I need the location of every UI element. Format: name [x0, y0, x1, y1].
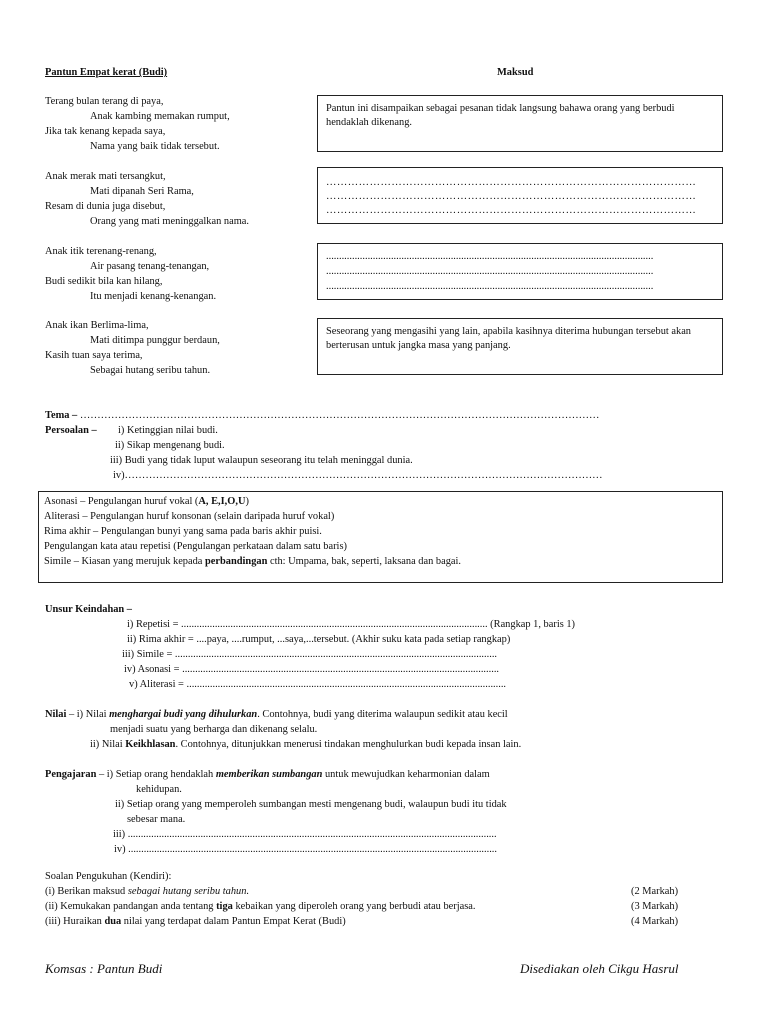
- persoalan-item: i) Ketinggian nilai budi.: [118, 425, 218, 436]
- pantun-line: Nama yang baik tidak tersebut.: [90, 141, 220, 152]
- answer-line[interactable]: ..............................................................................................................................: [326, 281, 654, 292]
- maksud-box-3[interactable]: [317, 243, 723, 300]
- answer-line[interactable]: ..............................................................................................................................: [326, 266, 654, 277]
- pantun-line: Budi sedikit bila kan hilang,: [45, 276, 163, 287]
- pengajaran-ii-cont: sebesar mana.: [127, 814, 186, 825]
- pantun-line: Kasih tuan saya terima,: [45, 350, 143, 361]
- pengajaran-i: Pengajaran – i) Setiap orang hendaklah memberikan sumbangan untuk mewujudkan keharmonian dalam: [45, 769, 490, 780]
- unsur-rima: ii) Rima akhir = ....paya, ....rumput, ...saya,...tersebut. (Akhir suku kata pada setiap rangkap): [127, 634, 511, 645]
- answer-line[interactable]: …………………………………………………………………………………………: [326, 177, 697, 188]
- persoalan-item: ii) Sikap mengenang budi.: [115, 440, 225, 451]
- soalan-q3-marks: (4 Markah): [631, 916, 679, 927]
- pantun-line: Anak ikan Berlima-lima,: [45, 320, 149, 331]
- pantun-line: Mati ditimpa punggur berdaun,: [90, 335, 220, 346]
- pantun-line: Anak kambing memakan rumput,: [90, 111, 230, 122]
- soalan-q3: (iii) Huraikan dua nilai yang terdapat dalam Pantun Empat Kerat (Budi): [45, 916, 346, 927]
- pengajaran-iv-answer[interactable]: iv) ..............................................................................................................................................: [114, 844, 498, 855]
- footer-right: Disediakan oleh Cikgu Hasrul: [520, 961, 679, 976]
- pantun-line: Terang bulan terang di paya,: [45, 96, 164, 107]
- unsur-aliterasi[interactable]: v) Aliterasi = ...........................................................................................................................: [129, 679, 507, 690]
- pantun-line: Mati dipanah Seri Rama,: [90, 186, 194, 197]
- answer-line[interactable]: ..............................................................................................................................: [326, 251, 654, 262]
- def-simile: Simile – Kiasan yang merujuk kepada perbandingan cth: Umpama, bak, seperti, laksana dan bagai.: [44, 556, 461, 567]
- unsur-asonasi[interactable]: iv) Asonasi = ..........................................................................................................................: [124, 664, 500, 675]
- pantun-line: Anak itik terenang-renang,: [45, 246, 157, 257]
- def-asonasi: Asonasi – Pengulangan huruf vokal (A, E,I,O,U): [44, 496, 249, 507]
- tema-row: [45, 409, 599, 423]
- answer-line[interactable]: …………………………………………………………………………………………: [326, 191, 697, 202]
- pantun-line: Air pasang tenang-tenangan,: [90, 261, 210, 272]
- maksud-text: Seseorang yang mengasihi yang lain, apabila kasihnya diterima hubungan tersebut akan berterusan untuk jangka masa yang panjang.: [326, 326, 692, 351]
- pantun-line: Itu menjadi kenang-kenangan.: [90, 291, 217, 302]
- def-aliterasi: Aliterasi – Pengulangan huruf konsonan (selain daripada huruf vokal): [44, 511, 335, 522]
- soalan-q2: (ii) Kemukakan pandangan anda tentang tiga kebaikan yang diperoleh orang yang berbudi atau berjasa.: [45, 901, 476, 912]
- maksud-heading: Maksud: [497, 67, 534, 78]
- answer-line[interactable]: …………………………………………………………………………………………: [326, 205, 697, 216]
- nilai-i-cont: menjadi suatu yang berharga dan dikenang selalu.: [110, 724, 318, 735]
- unsur-repetisi[interactable]: i) Repetisi = ...................................................................................................................... (Rangkap 1, baris 1): [127, 619, 576, 630]
- definitions-box: [38, 491, 723, 583]
- soalan-q1-marks: (2 Markah): [631, 886, 679, 897]
- pantun-line: Anak merak mati tersangkut,: [45, 171, 166, 182]
- pantun-line: Sebagai hutang seribu tahun.: [90, 365, 211, 376]
- pantun-title: Pantun Empat kerat (Budi): [45, 67, 168, 78]
- persoalan-item-answer[interactable]: iv)…………………………………………………………………………………………………………………………: [113, 470, 603, 481]
- pengajaran-iii-answer[interactable]: iii) ..............................................................................................................................................: [113, 829, 497, 840]
- pengajaran-ii: ii) Setiap orang yang memperoleh sumbangan mesti mengenang budi, walaupun budi itu tidak: [115, 799, 507, 810]
- nilai-i: Nilai – i) Nilai menghargai budi yang dihulurkan. Contohnya, budi yang diterima walaupun sedikit atau kecil: [45, 709, 508, 720]
- pantun-line: Resam di dunia juga disebut,: [45, 201, 166, 212]
- persoalan-label: Persoalan –: [45, 425, 97, 436]
- def-rima: Rima akhir – Pengulangan bunyi yang sama pada baris akhir puisi.: [44, 526, 322, 537]
- maksud-box-1: [317, 95, 723, 152]
- pantun-line: Jika tak kenang kepada saya,: [45, 126, 166, 137]
- maksud-text: Pantun ini disampaikan sebagai pesanan tidak langsung bahawa orang yang berbudi hendaklah dikenang.: [326, 103, 675, 128]
- pantun-line: Orang yang mati meninggalkan nama.: [90, 216, 249, 227]
- soalan-title: Soalan Pengukuhan (Kendiri):: [45, 871, 172, 882]
- def-repetisi: Pengulangan kata atau repetisi (Pengulangan perkataan dalam satu baris): [44, 541, 347, 552]
- persoalan-item: iii) Budi yang tidak luput walaupun seseorang itu telah meninggal dunia.: [110, 455, 413, 466]
- maksud-box-4: [317, 318, 723, 375]
- nilai-ii: ii) Nilai Keikhlasan. Contohnya, ditunjukkan menerusi tindakan menghulurkan budi kepada insan lain.: [90, 739, 522, 750]
- pengajaran-i-cont: kehidupan.: [136, 784, 182, 795]
- tema-answer-line[interactable]: ……………………………………………………………………………………………………………………………………: [79, 410, 600, 421]
- footer-left: Komsas : Pantun Budi: [45, 961, 163, 976]
- unsur-simile[interactable]: iii) Simile = ............................................................................................................................: [122, 649, 498, 660]
- unsur-label: Unsur Keindahan –: [45, 604, 133, 615]
- soalan-q1: (i) Berikan maksud sebagai hutang seribu tahun.: [45, 886, 250, 897]
- maksud-box-2[interactable]: [317, 167, 723, 224]
- tema-label: Tema –: [45, 410, 78, 421]
- soalan-q2-marks: (3 Markah): [631, 901, 679, 912]
